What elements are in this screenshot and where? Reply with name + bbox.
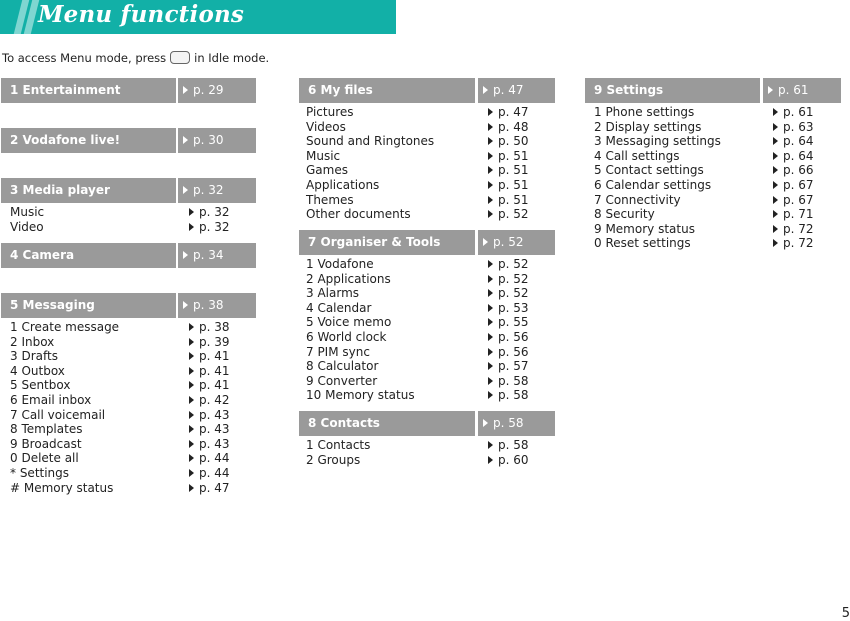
arrow-right-icon bbox=[488, 348, 493, 356]
menu-item-label: 5 Sentbox bbox=[10, 378, 71, 393]
menu-item-page-number: p. 44 bbox=[199, 466, 230, 480]
arrow-right-icon bbox=[773, 210, 778, 218]
menu-item-label: 9 Broadcast bbox=[10, 436, 82, 451]
arrow-right-icon bbox=[773, 152, 778, 160]
menu-item-label: 7 Call voicemail bbox=[10, 407, 106, 422]
menu-item-page-number: p. 43 bbox=[199, 436, 230, 451]
page-title: Menu functions bbox=[38, 1, 245, 28]
menu-item-label: 4 Outbox bbox=[10, 363, 65, 378]
arrow-right-icon bbox=[488, 196, 493, 204]
arrow-right-icon bbox=[488, 391, 493, 399]
arrow-right-icon bbox=[183, 301, 188, 309]
section-title: 8 Contacts bbox=[308, 416, 380, 430]
menu-item-page-number: p. 48 bbox=[498, 119, 529, 134]
menu-item-label: 3 Messaging settings bbox=[594, 134, 721, 149]
page-number: 5 bbox=[841, 606, 850, 621]
intro-text bbox=[2, 51, 269, 65]
menu-item-page bbox=[189, 378, 230, 392]
arrow-right-icon bbox=[768, 86, 773, 94]
menu-item-page bbox=[488, 193, 529, 207]
menu-item-page-number: p. 58 bbox=[498, 373, 529, 388]
arrow-right-icon bbox=[773, 108, 778, 116]
menu-item-page bbox=[189, 481, 230, 495]
menu-item-page-number: p. 51 bbox=[498, 178, 529, 192]
arrow-right-icon bbox=[488, 210, 493, 218]
arrow-right-icon bbox=[488, 123, 493, 131]
menu-item-page-number: p. 52 bbox=[498, 286, 529, 301]
menu-item-page-number: p. 52 bbox=[498, 257, 529, 271]
menu-item-page bbox=[773, 207, 814, 221]
menu-item-page-number: p. 56 bbox=[498, 344, 529, 359]
arrow-right-icon bbox=[189, 425, 194, 433]
menu-item-label: Games bbox=[306, 163, 348, 178]
menu-item-label: 6 World clock bbox=[306, 330, 387, 344]
menu-item-page-number: p. 64 bbox=[783, 134, 814, 149]
arrow-right-icon bbox=[189, 323, 194, 331]
menu-item-page bbox=[488, 286, 529, 300]
menu-item-page-number: p. 51 bbox=[498, 148, 529, 163]
menu-item-label: # Memory status bbox=[10, 480, 114, 495]
arrow-right-icon bbox=[773, 181, 778, 189]
arrow-right-icon bbox=[483, 238, 488, 246]
menu-item-label: 9 Memory status bbox=[594, 221, 695, 236]
menu-item-label: Themes bbox=[306, 192, 354, 207]
menu-item-label: 7 Connectivity bbox=[594, 192, 681, 207]
menu-item-page bbox=[488, 163, 529, 177]
menu-item-label: 7 PIM sync bbox=[306, 344, 370, 359]
title-banner bbox=[0, 0, 396, 34]
menu-item-label: 8 Security bbox=[594, 207, 655, 222]
menu-item-page-number: p. 72 bbox=[783, 236, 814, 251]
arrow-right-icon bbox=[488, 108, 493, 116]
arrow-right-icon bbox=[488, 441, 493, 449]
arrow-right-icon bbox=[189, 454, 194, 462]
menu-item-page bbox=[189, 393, 230, 407]
arrow-right-icon bbox=[773, 123, 778, 131]
menu-item-page-number: p. 51 bbox=[498, 192, 529, 207]
arrow-right-icon bbox=[773, 196, 778, 204]
menu-item-page bbox=[189, 451, 230, 465]
menu-item-page bbox=[189, 422, 230, 436]
arrow-right-icon bbox=[488, 377, 493, 385]
section-page bbox=[483, 235, 524, 249]
arrow-right-icon bbox=[483, 419, 488, 427]
arrow-right-icon bbox=[189, 440, 194, 448]
menu-item-page bbox=[488, 330, 529, 344]
arrow-right-icon bbox=[189, 469, 194, 477]
menu-item-label: * Settings bbox=[10, 466, 70, 480]
menu-item-label: 10 Memory status bbox=[306, 388, 415, 403]
menu-item-page-number: p. 41 bbox=[199, 363, 230, 378]
menu-item-label: 9 Converter bbox=[306, 373, 378, 388]
section-page-number: p. 29 bbox=[193, 83, 224, 97]
menu-item-page bbox=[488, 388, 529, 402]
section-title: 4 Camera bbox=[10, 248, 75, 262]
menu-item-page-number: p. 71 bbox=[783, 207, 814, 222]
section-page bbox=[768, 83, 809, 97]
menu-item-page-number: p. 32 bbox=[199, 219, 230, 234]
arrow-right-icon bbox=[773, 166, 778, 174]
menu-item-page bbox=[189, 466, 230, 480]
menu-item-label: Music bbox=[306, 148, 341, 163]
menu-item-page bbox=[488, 272, 529, 286]
section-page-number: p. 47 bbox=[493, 83, 524, 97]
arrow-right-icon bbox=[488, 456, 493, 464]
menu-item-page-number: p. 50 bbox=[498, 134, 529, 149]
menu-item-page bbox=[189, 408, 230, 422]
menu-item-page bbox=[488, 453, 529, 467]
menu-item-page bbox=[773, 193, 814, 207]
menu-item-label: Pictures bbox=[306, 105, 354, 119]
arrow-right-icon bbox=[488, 318, 493, 326]
arrow-right-icon bbox=[488, 289, 493, 297]
arrow-right-icon bbox=[488, 137, 493, 145]
menu-item-page-number: p. 41 bbox=[199, 349, 230, 364]
arrow-right-icon bbox=[183, 136, 188, 144]
section-title: 7 Organiser & Tools bbox=[308, 235, 441, 249]
section-page bbox=[183, 298, 224, 312]
menu-item-page-number: p. 47 bbox=[199, 480, 230, 495]
intro-after: in Idle mode. bbox=[194, 51, 270, 65]
menu-item-page-number: p. 56 bbox=[498, 330, 529, 344]
menu-item-page bbox=[189, 205, 230, 219]
menu-item-label: 5 Contact settings bbox=[594, 163, 704, 178]
menu-item-page bbox=[189, 320, 230, 334]
section-title: 6 My files bbox=[308, 83, 373, 97]
section-page bbox=[483, 416, 524, 430]
menu-item-page-number: p. 42 bbox=[199, 393, 230, 407]
menu-item-page bbox=[189, 220, 230, 234]
arrow-right-icon bbox=[189, 484, 194, 492]
section-page-number: p. 30 bbox=[193, 133, 224, 147]
menu-item-label: 4 Calendar bbox=[306, 300, 372, 315]
menu-item-label: 6 Calendar settings bbox=[594, 178, 712, 192]
menu-item-page bbox=[773, 222, 814, 236]
arrow-right-icon bbox=[488, 166, 493, 174]
menu-item-label: 3 Drafts bbox=[10, 349, 58, 364]
menu-item-page-number: p. 52 bbox=[498, 207, 529, 222]
menu-item-page bbox=[488, 178, 529, 192]
menu-item-page bbox=[488, 345, 529, 359]
arrow-right-icon bbox=[773, 225, 778, 233]
menu-item-label: 0 Reset settings bbox=[594, 236, 691, 251]
arrow-right-icon bbox=[488, 304, 493, 312]
menu-item-label: 8 Calculator bbox=[306, 359, 379, 374]
menu-item-page-number: p. 53 bbox=[498, 300, 529, 315]
arrow-right-icon bbox=[488, 181, 493, 189]
menu-item-page-number: p. 51 bbox=[498, 163, 529, 178]
menu-item-page bbox=[488, 105, 529, 119]
menu-item-page-number: p. 52 bbox=[498, 271, 529, 286]
menu-item-page-number: p. 32 bbox=[199, 205, 230, 219]
section-page bbox=[183, 183, 224, 197]
menu-item-page-number: p. 67 bbox=[783, 178, 814, 192]
menu-item-page-number: p. 67 bbox=[783, 192, 814, 207]
menu-item-page-number: p. 58 bbox=[498, 438, 529, 452]
menu-item-page bbox=[488, 374, 529, 388]
section-page-number: p. 34 bbox=[193, 248, 224, 262]
arrow-right-icon bbox=[488, 260, 493, 268]
menu-item-page bbox=[189, 335, 230, 349]
menu-item-label: 3 Alarms bbox=[306, 286, 360, 301]
menu-item-page bbox=[773, 149, 814, 163]
menu-item-page-number: p. 57 bbox=[498, 359, 529, 374]
arrow-right-icon bbox=[189, 396, 194, 404]
menu-item-page bbox=[488, 438, 529, 452]
menu-item-page bbox=[773, 134, 814, 148]
menu-item-page bbox=[488, 315, 529, 329]
menu-item-page bbox=[488, 301, 529, 315]
arrow-right-icon bbox=[773, 239, 778, 247]
section-page-number: p. 38 bbox=[193, 298, 224, 312]
menu-item-page-number: p. 43 bbox=[199, 407, 230, 422]
menu-item-label: 1 Vodafone bbox=[306, 257, 374, 271]
section-title: 3 Media player bbox=[10, 183, 110, 197]
menu-item-page bbox=[488, 207, 529, 221]
arrow-right-icon bbox=[183, 251, 188, 259]
menu-item-page-number: p. 55 bbox=[498, 315, 529, 330]
menu-item-label: Music bbox=[10, 205, 45, 219]
menu-item-page-number: p. 58 bbox=[498, 388, 529, 403]
section-page-number: p. 61 bbox=[778, 83, 809, 97]
section-title: 2 Vodafone live! bbox=[10, 133, 121, 147]
section-page-number: p. 58 bbox=[493, 416, 524, 430]
section-title: 1 Entertainment bbox=[10, 83, 121, 97]
menu-item-page bbox=[773, 105, 814, 119]
menu-item-label: 0 Delete all bbox=[10, 451, 79, 466]
section-page bbox=[183, 83, 224, 97]
menu-key-icon bbox=[170, 51, 190, 64]
menu-item-label: 1 Contacts bbox=[306, 438, 371, 452]
arrow-right-icon bbox=[488, 362, 493, 370]
menu-item-label: 6 Email inbox bbox=[10, 393, 92, 407]
menu-item-page-number: p. 38 bbox=[199, 320, 230, 334]
section-title: 9 Settings bbox=[594, 83, 664, 97]
menu-item-label: 2 Applications bbox=[306, 271, 391, 286]
arrow-right-icon bbox=[189, 352, 194, 360]
arrow-right-icon bbox=[189, 381, 194, 389]
menu-item-page bbox=[189, 437, 230, 451]
menu-item-page-number: p. 64 bbox=[783, 148, 814, 163]
section-title: 5 Messaging bbox=[10, 298, 95, 312]
menu-item-label: 8 Templates bbox=[10, 422, 83, 437]
menu-item-page-number: p. 44 bbox=[199, 451, 230, 466]
menu-item-label: 4 Call settings bbox=[594, 148, 680, 163]
arrow-right-icon bbox=[488, 333, 493, 341]
menu-item-page bbox=[488, 149, 529, 163]
menu-item-page-number: p. 43 bbox=[199, 422, 230, 437]
menu-item-page-number: p. 72 bbox=[783, 221, 814, 236]
menu-item-page-number: p. 39 bbox=[199, 334, 230, 349]
menu-item-page bbox=[488, 120, 529, 134]
menu-item-label: 2 Groups bbox=[306, 452, 361, 467]
section-page-number: p. 52 bbox=[493, 235, 524, 249]
menu-item-page bbox=[488, 257, 529, 271]
arrow-right-icon bbox=[189, 411, 194, 419]
section-page bbox=[183, 248, 224, 262]
menu-item-page-number: p. 41 bbox=[199, 378, 230, 393]
menu-item-label: Video bbox=[10, 219, 44, 234]
section-page bbox=[183, 133, 224, 147]
section-page bbox=[483, 83, 524, 97]
menu-item-label: 5 Voice memo bbox=[306, 315, 392, 330]
menu-item-page-number: p. 61 bbox=[783, 105, 814, 119]
menu-item-label: 1 Phone settings bbox=[594, 105, 695, 119]
menu-item-page bbox=[773, 178, 814, 192]
menu-item-page bbox=[773, 120, 814, 134]
arrow-right-icon bbox=[483, 86, 488, 94]
arrow-right-icon bbox=[189, 338, 194, 346]
menu-item-label: Videos bbox=[306, 119, 346, 134]
menu-item-page bbox=[773, 236, 814, 250]
menu-item-label: 1 Create message bbox=[10, 320, 120, 334]
menu-item-page bbox=[773, 163, 814, 177]
menu-item-label: Applications bbox=[306, 178, 380, 192]
menu-item-page-number: p. 60 bbox=[498, 452, 529, 467]
arrow-right-icon bbox=[189, 367, 194, 375]
menu-item-page bbox=[488, 134, 529, 148]
section-page-number: p. 32 bbox=[193, 183, 224, 197]
arrow-right-icon bbox=[488, 275, 493, 283]
menu-item-label: Other documents bbox=[306, 207, 411, 222]
arrow-right-icon bbox=[189, 208, 194, 216]
menu-item-label: Sound and Ringtones bbox=[306, 134, 435, 149]
menu-item-page-number: p. 63 bbox=[783, 119, 814, 134]
arrow-right-icon bbox=[488, 152, 493, 160]
menu-item-page bbox=[189, 364, 230, 378]
menu-item-page bbox=[488, 359, 529, 373]
intro-before: To access Menu mode, press bbox=[2, 51, 167, 65]
menu-item-page-number: p. 47 bbox=[498, 105, 529, 119]
menu-item-page-number: p. 66 bbox=[783, 163, 814, 178]
menu-item-label: 2 Display settings bbox=[594, 119, 702, 134]
arrow-right-icon bbox=[183, 86, 188, 94]
arrow-right-icon bbox=[773, 137, 778, 145]
arrow-right-icon bbox=[183, 186, 188, 194]
menu-item-label: 2 Inbox bbox=[10, 334, 55, 349]
arrow-right-icon bbox=[189, 223, 194, 231]
menu-item-page bbox=[189, 349, 230, 363]
